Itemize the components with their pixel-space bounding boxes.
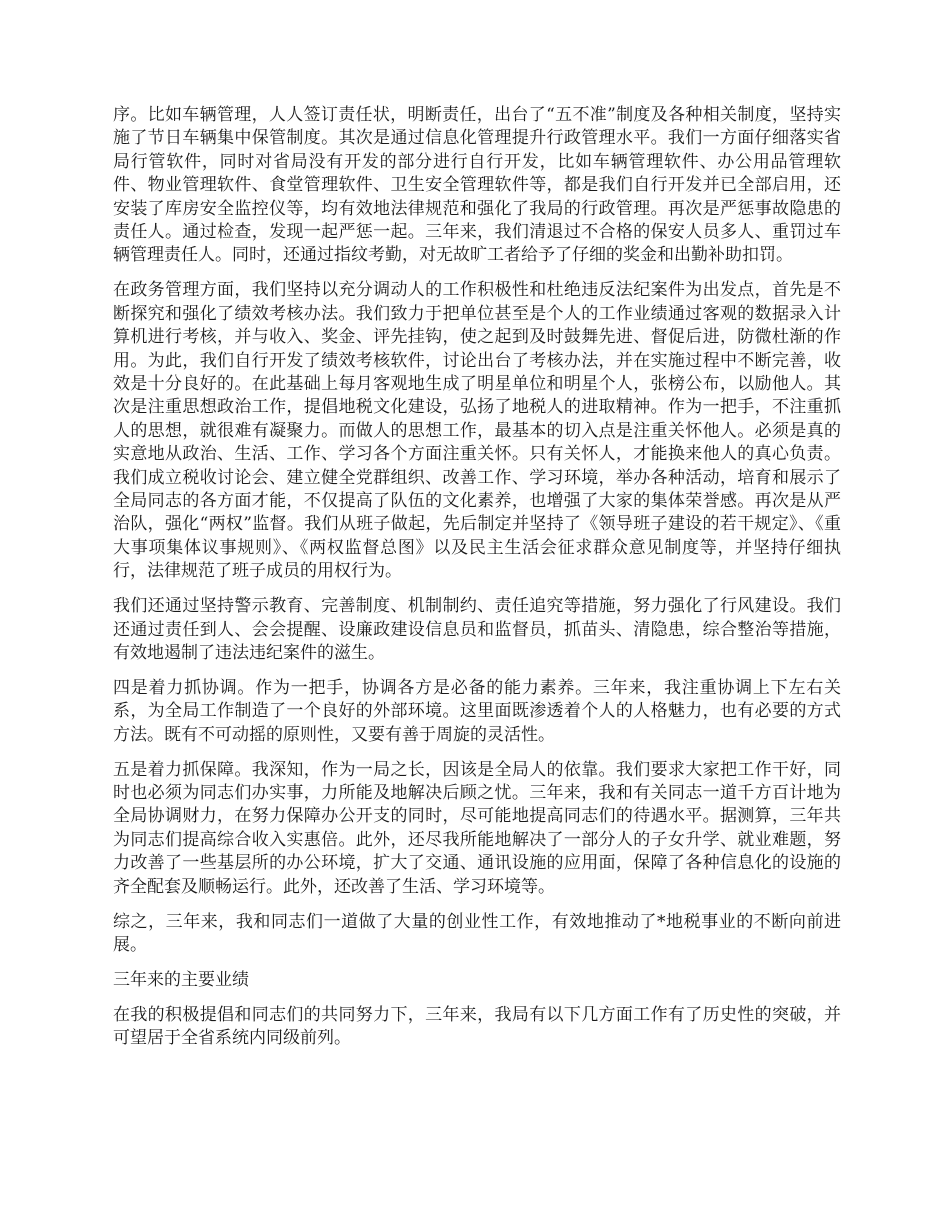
paragraph-government-affairs: 在政务管理方面，我们坚持以充分调动人的工作积极性和杜绝违反法纪案件为出发点，首先是不断探究和强化了绩效考核办法。我们致力于把单位甚至是个人的工作业绩通过客观的数据录入计算机进行考核，并与收入、奖金、评先挂钩，使之起到及时鼓舞先进、督促后进，防微杜渐的作用。为此，我们自行开发了绩效考核软件，讨论出台了考核办法，并在实施过程中不断完善，收效是十分良好的。在此基础上每月客观地生成了明星单位和明星个人，张榜公布，以励他人。其次是注重思想政治工作，提倡地税文化建设，弘扬了地税人的进取精神。作为一把手，不注重抓人的思想，就很难有凝聚力。而做人的思想工作，最基本的切入点是注重关怀他人。必须是真的实意地从政治、生活、工作、学习各个方面注重关怀。只有关怀人，才能换来他人的真心负责。我们成立税收讨论会、建立健全党群组织、改善工作、学习环境，举办各种活动，培育和展示了全局同志的各方面才能，不仅提高了队伍的文化素养，也增强了大家的集体荣誉感。再次是从严治队，强化“两权”监督。我们从班子做起，先后制定并坚持了《领导班子建设的若干规定》、《重大事项集体议事规则》、《两权监督总图》以及民主生活会征求群众意见制度等，并坚持仔细执行，法律规范了班子成员的用权行为。 (113, 280, 841, 582)
paragraph-conduct-building: 我们还通过坚持警示教育、完善制度、机制制约、责任追究等措施，努力强化了行风建设。我们还通过责任到人、会会提醒、设廉政建设信息员和监督员，抓苗头、清隐患，综合整治等措施，有效地遏制了违法违纪案件的滋生。 (113, 596, 841, 663)
paragraph-achievements-intro: 在我的积极提倡和同志们的共同努力下，三年来，我局有以下几方面工作有了历史性的突破，并可望居于全省系统内同级前列。 (113, 1004, 841, 1049)
section-heading-achievements: 三年来的主要业绩 (113, 969, 249, 990)
paragraph-vehicle-management: 序。比如车辆管理，人人签订责任状，明断责任，出台了“五不准”制度及各种相关制度，坚持实施了节日车辆集中保管制度。其次是通过信息化管理提升行政管理水平。我们一方面仔细落实省局行管软件，同时对省局没有开发的部分进行自行开发，比如车辆管理软件、办公用品管理软件、物业管理软件、食堂管理软件、卫生安全管理软件等，都是我们自行开发并已全部启用，还安装了库房安全监控仪等，均有效地法律规范和强化了我局的行政管理。再次是严惩事故隐患的责任人。通过检查，发现一起严惩一起。三年来，我们清退过不合格的保安人员多人、重罚过车辆管理责任人。同时，还通过指纹考勤，对无故旷工者给予了仔细的奖金和出勤补助扣罚。 (113, 105, 841, 266)
paragraph-summary: 综之，三年来，我和同志们一道做了大量的创业性工作，有效地推动了*地税事业的不断向前进展。 (113, 911, 841, 955)
document-body (113, 104, 841, 1062)
paragraph-coordination: 四是着力抓协调。作为一把手，协调各方是必备的能力素养。三年来，我注重协调上下左右关系，为全局工作制造了一个良好的外部环境。这里面既渗透着个人的人格魅力，也有必要的方式方法。既有不可动摇的原则性，又要有善于周旋的灵活性。 (113, 677, 841, 745)
paragraph-guarantee: 五是着力抓保障。我深知，作为一局之长，因该是全局人的依靠。我们要求大家把工作干好，同时也必须为同志们办实事，力所能及地解决后顾之忧。三年来，我和有关同志一道千方百计地为全局协调财力，在努力保障办公开支的同时，尽可能地提高同志们的待遇水平。据测算，三年共为同志们提高综合收入实惠倍。此外，还尽我所能地解决了一部分人的子女升学、就业难题，努力改善了一些基层所的办公环境，扩大了交通、通讯设施的应用面，保障了各种信息化的设施的齐全配套及顺畅运行。此外，还改善了生活、学习环境等。 (113, 759, 841, 897)
